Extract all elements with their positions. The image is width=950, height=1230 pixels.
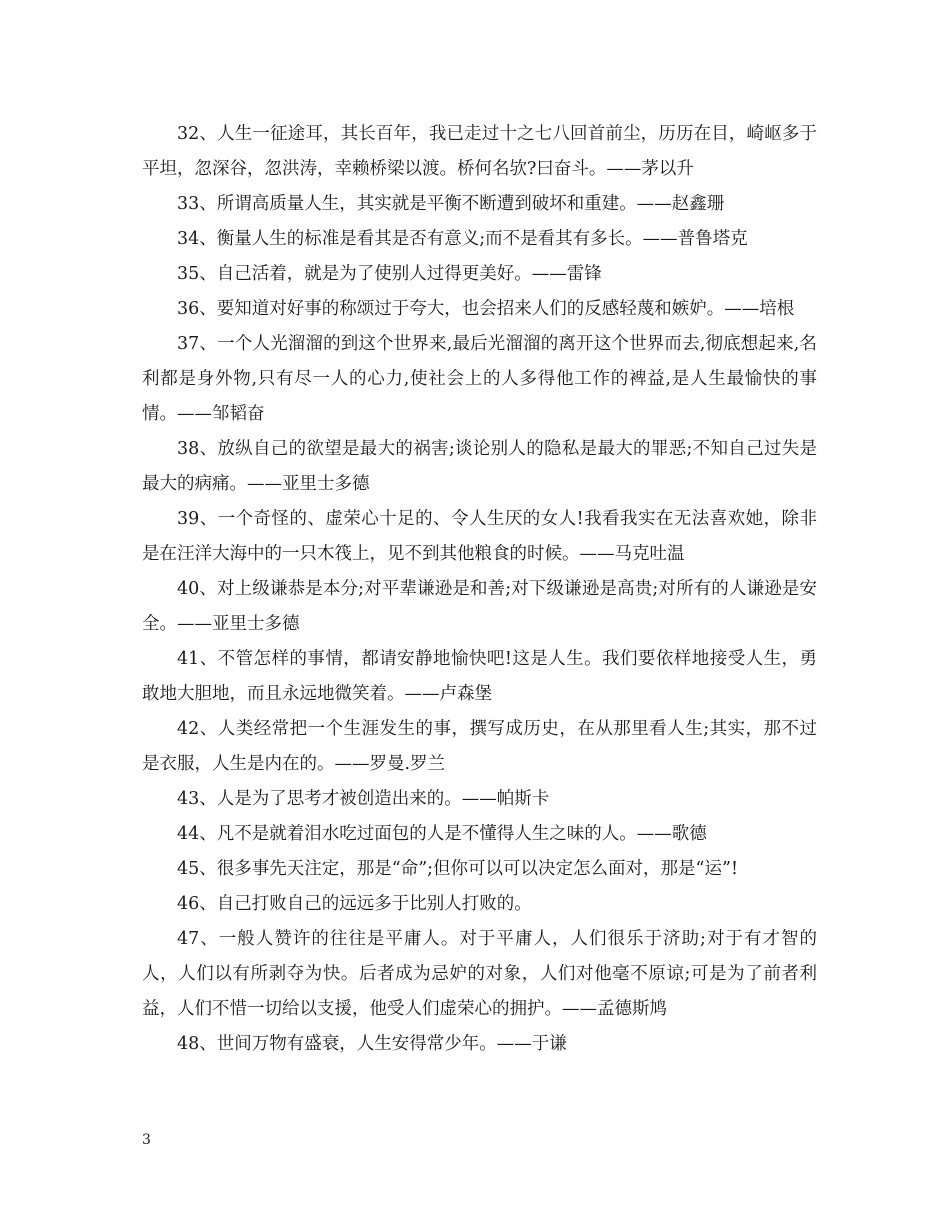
quote-paragraph-34: 34、衡量人生的标准是看其是否有意义;而不是看其有多长。——普鲁塔克: [177, 229, 748, 249]
quote-paragraph-41: 41、不管怎样的事情，都请安静地愉快吧!这是人生。我们要依样地接受人生，勇敢地大胆地，而且永远地微笑着。——卢森堡: [142, 649, 817, 704]
quote-paragraph-35: 35、自己活着，就是为了使别人过得更美好。——雷锋: [177, 264, 602, 284]
quote-list: [142, 117, 817, 1062]
quote-paragraph-39: 39、一个奇怪的、虚荣心十足的、令人生厌的女人!我看我实在无法喜欢她，除非是在汪洋大海中的一只木筏上，见不到其他粮食的时候。——马克吐温: [142, 509, 817, 564]
quote-paragraph-43: 43、人是为了思考才被创造出来的。——帕斯卡: [177, 789, 550, 809]
quote-paragraph-47: 47、一般人赞许的往往是平庸人。对于平庸人，人们很乐于济助;对于有才智的人，人们以有所剥夺为快。后者成为忌妒的对象，人们对他毫不原谅;可是为了前者利益，人们不惜一切给以支援，他受人们虚荣心的拥护。——孟德斯鸠: [142, 929, 817, 1019]
page-number: 3: [142, 1132, 151, 1148]
quote-paragraph-48: 48、世间万物有盛衰，人生安得常少年。——于谦: [177, 1034, 567, 1054]
quote-paragraph-40: 40、对上级谦恭是本分;对平辈谦逊是和善;对下级谦逊是高贵;对所有的人谦逊是安全。——亚里士多德: [142, 579, 817, 634]
quote-paragraph-46: 46、自己打败自己的远远多于比别人打败的。: [177, 894, 532, 914]
quote-paragraph-44: 44、凡不是就着泪水吃过面包的人是不懂得人生之味的人。——歌德: [177, 824, 707, 844]
quote-paragraph-38: 38、放纵自己的欲望是最大的祸害;谈论别人的隐私是最大的罪恶;不知自己过失是最大的病痛。——亚里士多德: [142, 439, 817, 494]
quote-paragraph-37: 37、一个人光溜溜的到这个世界来,最后光溜溜的离开这个世界而去,彻底想起来,名利都是身外物,只有尽一人的心力,使社会上的人多得他工作的裨益,是人生最愉快的事情。——邹韬奋: [142, 334, 817, 424]
quote-paragraph-36: 36、要知道对好事的称颂过于夸大，也会招来人们的反感轻蔑和嫉妒。——培根: [177, 299, 795, 319]
quote-paragraph-32: 32、人生一征途耳，其长百年，我已走过十之七八回首前尘，历历在目，崎岖多于平坦，忽深谷，忽洪涛，幸赖桥梁以渡。桥何名欤?曰奋斗。——茅以升: [142, 124, 817, 179]
quote-paragraph-33: 33、所谓高质量人生，其实就是平衡不断遭到破坏和重建。——赵鑫珊: [177, 194, 725, 214]
quote-paragraph-45: 45、很多事先天注定，那是“命”;但你可以可以决定怎么面对，那是“运”!: [177, 859, 738, 879]
quote-paragraph-42: 42、人类经常把一个生涯发生的事，撰写成历史，在从那里看人生;其实，那不过是衣服，人生是内在的。——罗曼.罗兰: [142, 719, 817, 774]
